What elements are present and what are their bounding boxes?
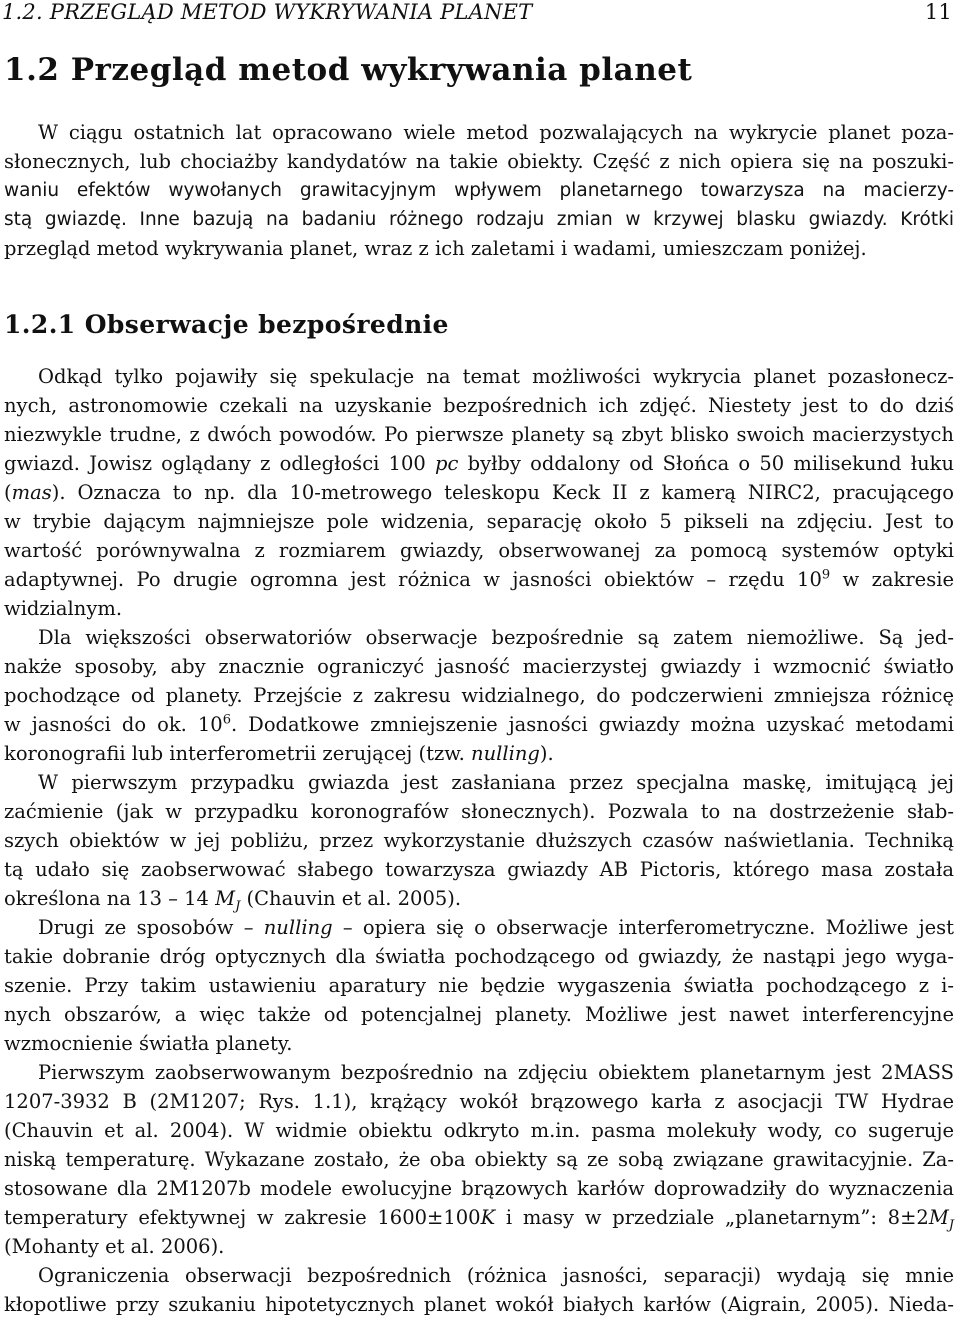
running-header: [2, 0, 952, 24]
text-line: w trybie dającym najmniejsze pole widzenia, separację około 5 pikseli na zdjęciu. Jest to: [4, 510, 954, 533]
text-line: temperatury efektywnej w zakresie 1600±100K i masy w przedziale „planetarnym”: $8\pm 2M_J$: [4, 1206, 954, 1233]
text-line: W ciągu ostatnich lat opracowano wiele metod pozwalających na wykrycie planet poza-: [38, 121, 954, 144]
intro-paragraph: [4, 118, 954, 263]
text-line: Ograniczenia obserwacji bezpośrednich (różnica jasności, separacji) wydają się mnie: [38, 1264, 954, 1287]
term-nulling: nulling: [263, 916, 333, 939]
unit-mas: mas: [11, 481, 52, 504]
text-line: koronografii lub interferometrii zerującej (tzw. nulling).: [4, 742, 554, 765]
math-symbol: M: [215, 887, 236, 910]
subscript: J: [235, 898, 241, 914]
text-line: 1207-3932 B (2M1207; Rys. 1.1), krążący wokół brązowego karła z asocjacji TW Hydrae: [4, 1090, 954, 1113]
text-line: (Chauvin et al. 2004). W widmie obiektu odkryto m.in. pasma molekuły wody, co sugeruje: [4, 1119, 954, 1142]
text-line: zaćmienie (jak w przypadku koronografów słonecznych). Pozwala to na dostrzeżenie słab-: [4, 800, 954, 823]
section-title: 1.2 Przegląd metod wykrywania planet: [4, 52, 693, 88]
text-line: przegląd metod wykrywania planet, wraz z ich zaletami i wadami, umieszczam poniżej.: [4, 237, 867, 260]
text-line: nych, astronomowie czekali na uzyskanie bezpośrednich ich zdjęć. Niestety jest to do dziś: [4, 394, 954, 417]
text-line: tą udało się zaobserwować słabego towarzysza gwiazdy AB Pictoris, którego masa została: [4, 858, 954, 881]
text-line: szych obiektów w jej pobliżu, przez wykorzystanie dłuższych czasów naświetlania. Techniką: [4, 829, 954, 852]
exponent: 9: [821, 567, 831, 583]
unit-pc: pc: [435, 452, 459, 475]
text-line: pochodzące od planety. Przejście z zakresu widzialnego, do podczerwieni zmniejsza różnicę: [4, 684, 954, 707]
text-line: Odkąd tylko pojawiły się spekulacje na temat możliwości wykrycia planet pozasłonecz-: [38, 365, 954, 388]
text-line: wzmocnienie światła planety.: [4, 1032, 293, 1055]
text-line: nych obszarów, a więc także od potencjalnej planety. Możliwe jest nawet interferencyjne: [4, 1003, 954, 1026]
text-line: waniu efektów wywołanych grawitacyjnym wpływem planetarnego towarzysza na macierzy-: [4, 180, 954, 201]
math-symbol: K: [480, 1206, 496, 1229]
running-title: 1.2. PRZEGLĄD METOD WYKRYWANIA PLANET: [2, 0, 533, 24]
text-line: niską temperaturę. Wykazane zostało, że oba obiekty są ze sobą związane grawitacyjnie. Za-: [4, 1148, 954, 1171]
subsection-title: 1.2.1 Obserwacje bezpośrednie: [4, 310, 449, 339]
text-line: (mas). Oznacza to np. dla 10-metrowego teleskopu Keck II z kamerą NIRC2, pracującego: [4, 481, 954, 504]
body-text: [4, 362, 954, 1319]
text-line: słonecznych, lub chociażby kandydatów na takie obiekty. Część z nich opiera się na poszuki-: [4, 150, 954, 173]
text-line: Drugi ze sposobów – nulling – opiera się o obserwacje interferometryczne. Możliwe jest: [38, 916, 954, 939]
text-line: takie dobranie dróg optycznych dla światła pochodzącego od gwiazdy, że nastąpi jego wyga-: [4, 945, 954, 968]
text-line: w jasności do ok. $10^6$. Dodatkowe zmniejszenie jasności gwiazdy można uzyskać metodami: [4, 712, 954, 736]
text-line: szenie. Przy takim ustawieniu aparatury nie będzie wygaszenia światła pochodzącego z i-: [4, 974, 954, 997]
text-line: stosowane dla 2M1207b modele ewolucyjne brązowych karłów doprowadziły do wyznaczenia: [4, 1177, 954, 1200]
text-line: wartość porównywalna z rozmiarem gwiazdy, obserwowanej za pomocą systemów optyki: [4, 539, 954, 562]
text-line: stą gwiazdę. Inne bazują na badaniu różnego rodzaju zmian w krzywej blasku gwiazdy. Krótki: [4, 209, 954, 230]
page-number: 11: [924, 0, 952, 24]
text-line: W pierwszym przypadku gwiazda jest zasłaniana przez specjalna maskę, imitującą jej: [38, 771, 954, 794]
text-line: adaptywnej. Po drugie ogromna jest różnica w jasności obiektów – rzędu $10^9$ w zakresie: [4, 567, 954, 591]
exponent: 6: [222, 712, 231, 728]
subscript: J: [948, 1217, 954, 1233]
text-line: niezwykle trudne, z dwóch powodów. Po pierwsze planety są zbyt blisko swoich macierzystych: [4, 423, 954, 446]
text-line: widzialnym.: [4, 597, 123, 620]
term-nulling: nulling: [471, 742, 540, 765]
text-line: (Mohanty et al. 2006).: [4, 1235, 225, 1258]
text-line: określona na 13 – 14 $M_J$ (Chauvin et al. 2005).: [4, 887, 462, 914]
text-line: Dla większości obserwatoriów obserwacje bezpośrednie są zatem niemożliwe. Są jed-: [38, 626, 954, 649]
math-symbol: M: [928, 1206, 949, 1229]
text-line: kłopotliwe przy szukaniu hipotetycznych planet wokół białych karłów (Aigrain, 2005). Nieda-: [4, 1293, 954, 1316]
text-line: Pierwszym zaobserwowanym bezpośrednio na zdjęciu obiektem planetarnym jest 2MASS: [38, 1061, 954, 1084]
text-line: gwiazd. Jowisz oglądany z odległości 100 pc byłby oddalony od Słońca o 50 milisekund łuku: [4, 452, 955, 475]
text-line: nakże sposoby, aby znacznie ograniczyć jasność macierzystej gwiazdy i wzmocnić światło: [4, 655, 954, 678]
